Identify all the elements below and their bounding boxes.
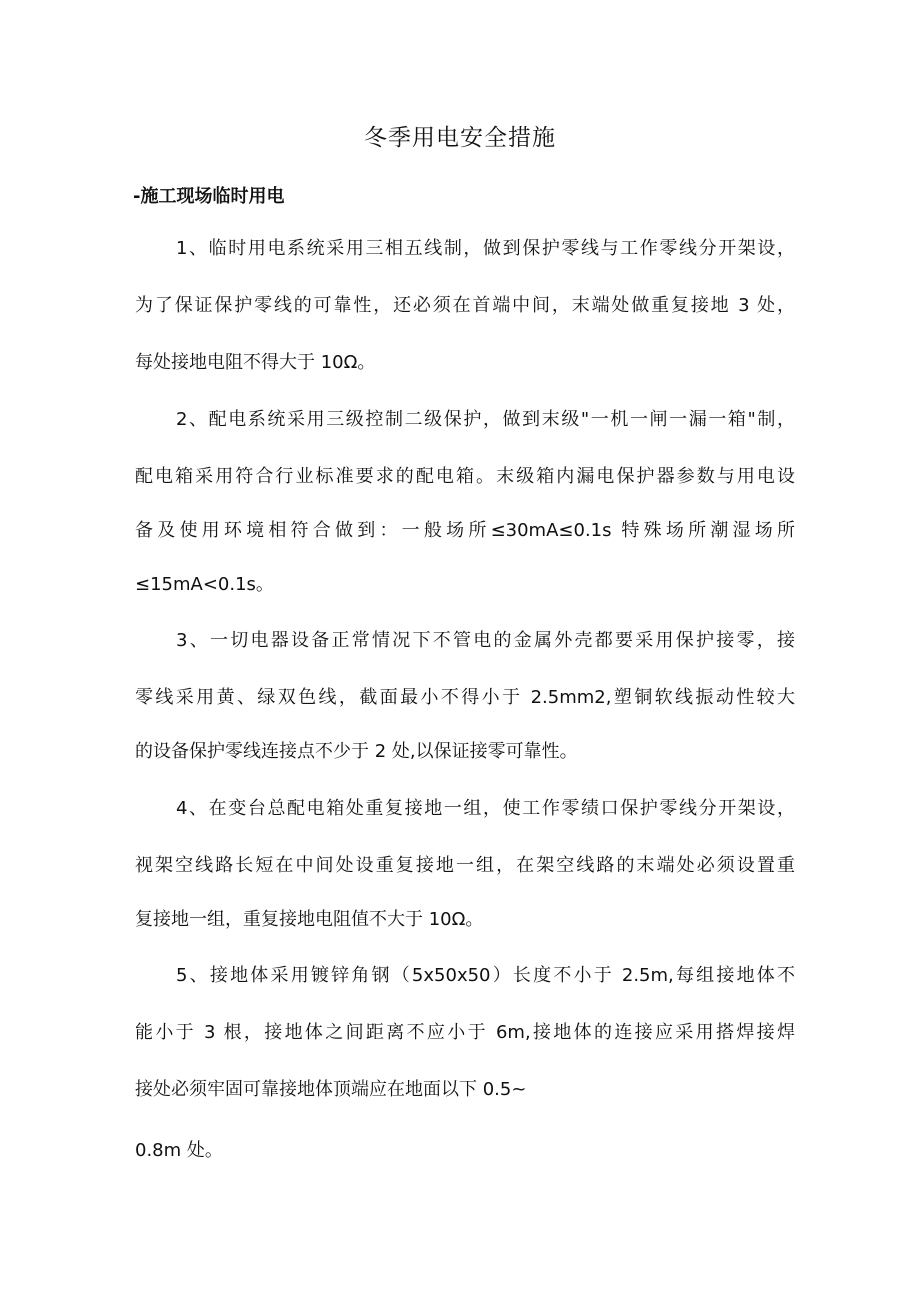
paragraph-line: 备及使用环境相符合做到：一般场所≤30mA≤0.1s 特殊场所潮湿场所: [135, 520, 795, 541]
paragraph-line: 的设备保护零线连接点不少于 2 处,以保证接零可靠性。: [135, 741, 578, 762]
paragraph-line: 视架空线路长短在中间处设重复接地一组，在架空线路的末端处必须设置重: [135, 855, 795, 876]
paragraph-line: 接处必须牢固可靠接地体顶端应在地面以下 0.5~: [135, 1079, 527, 1100]
paragraph-line: ≤15mA<0.1s。: [135, 574, 274, 595]
paragraph-line: 5、接地体采用镀锌角钢（5x50x50）长度不小于 2.5m,每组接地体不: [176, 965, 795, 986]
paragraph-line: 复接地一组，重复接地电阻值不大于 10Ω。: [135, 909, 484, 930]
paragraph-line: 配电箱采用符合行业标准要求的配电箱。末级箱内漏电保护器参数与用电设: [135, 466, 795, 487]
section-heading: -施工现场临时用电: [133, 186, 285, 207]
paragraph-line: 3、一切电器设备正常情况下不管电的金属外壳都要采用保护接零，接: [176, 630, 795, 651]
paragraph-line: 0.8m 处。: [135, 1140, 223, 1161]
page-title: 冬季用电安全措施: [364, 125, 556, 151]
paragraph-line: 能小于 3 根，接地体之间距离不应小于 6m,接地体的连接应采用搭焊接焊: [135, 1022, 795, 1043]
paragraph-line: 2、配电系统采用三级控制二级保护，做到末级"一机一闸一漏一箱"制，: [176, 409, 795, 430]
paragraph-line: 1、临时用电系统采用三相五线制，做到保护零线与工作零线分开架设，: [176, 238, 795, 259]
paragraph-line: 每处接地电阻不得大于 10Ω。: [135, 352, 376, 373]
paragraph-line: 零线采用黄、绿双色线，截面最小不得小于 2.5mm2,塑铜软线振动性较大: [135, 687, 795, 708]
paragraph-line: 4、在变台总配电箱处重复接地一组，使工作零绩口保护零线分开架设，: [176, 798, 795, 819]
paragraph-line: 为了保证保护零线的可靠性，还必须在首端中间，末端处做重复接地 3 处，: [135, 295, 795, 316]
